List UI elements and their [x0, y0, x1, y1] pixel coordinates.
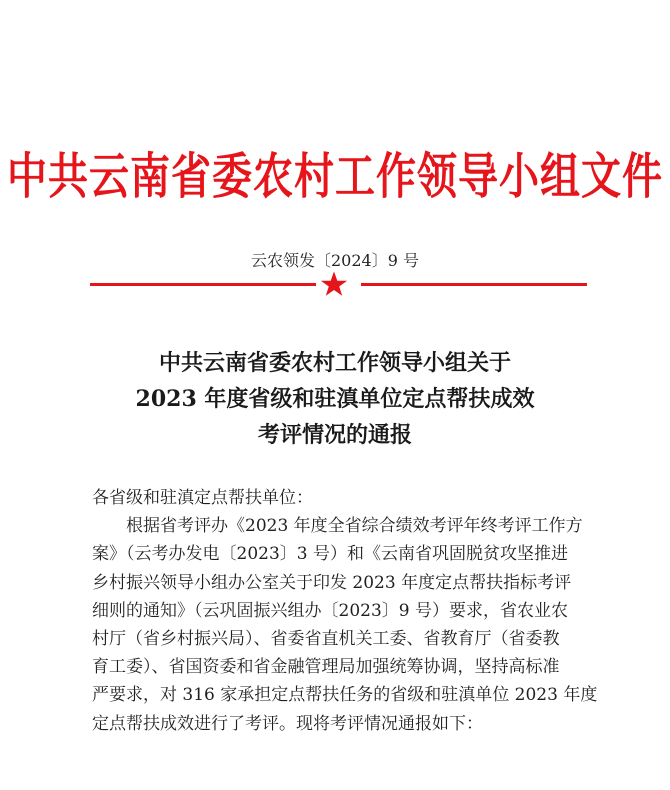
document-masthead: 中共云南省委农村工作领导小组文件	[7, 147, 663, 206]
title-line: 中共云南省委农村工作领导小组关于	[158, 350, 511, 376]
paragraph-line: 严要求，对 316 家承担定点帮扶任务的省级和驻滇单位 2023 年度	[92, 685, 597, 706]
red-rule-left	[90, 283, 316, 286]
document-title	[0, 345, 670, 453]
document-number: 云农领发〔2024〕9 号	[251, 251, 419, 270]
paragraph-line: 定点帮扶成效进行了考评。现将考评情况通报如下：	[92, 713, 483, 734]
paragraph-line: 案》（云考办发电〔2023〕3 号）和《云南省巩固脱贫攻坚推进	[92, 544, 568, 565]
paragraph-line: 根据省考评办《2023 年度全省综合绩效考评年终考评工作方	[126, 516, 583, 537]
red-rule-right	[361, 283, 587, 286]
star-icon	[320, 270, 348, 298]
paragraph-line: 乡村振兴领导小组办公室关于印发 2023 年度定点帮扶指标考评	[92, 572, 572, 593]
document-body	[92, 484, 597, 738]
title-line: 2023 年度省级和驻滇单位定点帮扶成效	[135, 386, 535, 412]
paragraph-line: 细则的通知》（云巩固振兴组办〔2023〕9 号）要求，省农业农	[92, 600, 568, 621]
paragraph-line: 村厅（省乡村振兴局）、省委省直机关工委、省教育厅（省委教	[92, 629, 560, 650]
paragraph-line: 育工委）、省国资委和省金融管理局加强统筹协调，坚持高标准	[92, 657, 560, 678]
title-line: 考评情况的通报	[257, 422, 412, 448]
salutation: 各省级和驻滇定点帮扶单位：	[92, 488, 313, 508]
